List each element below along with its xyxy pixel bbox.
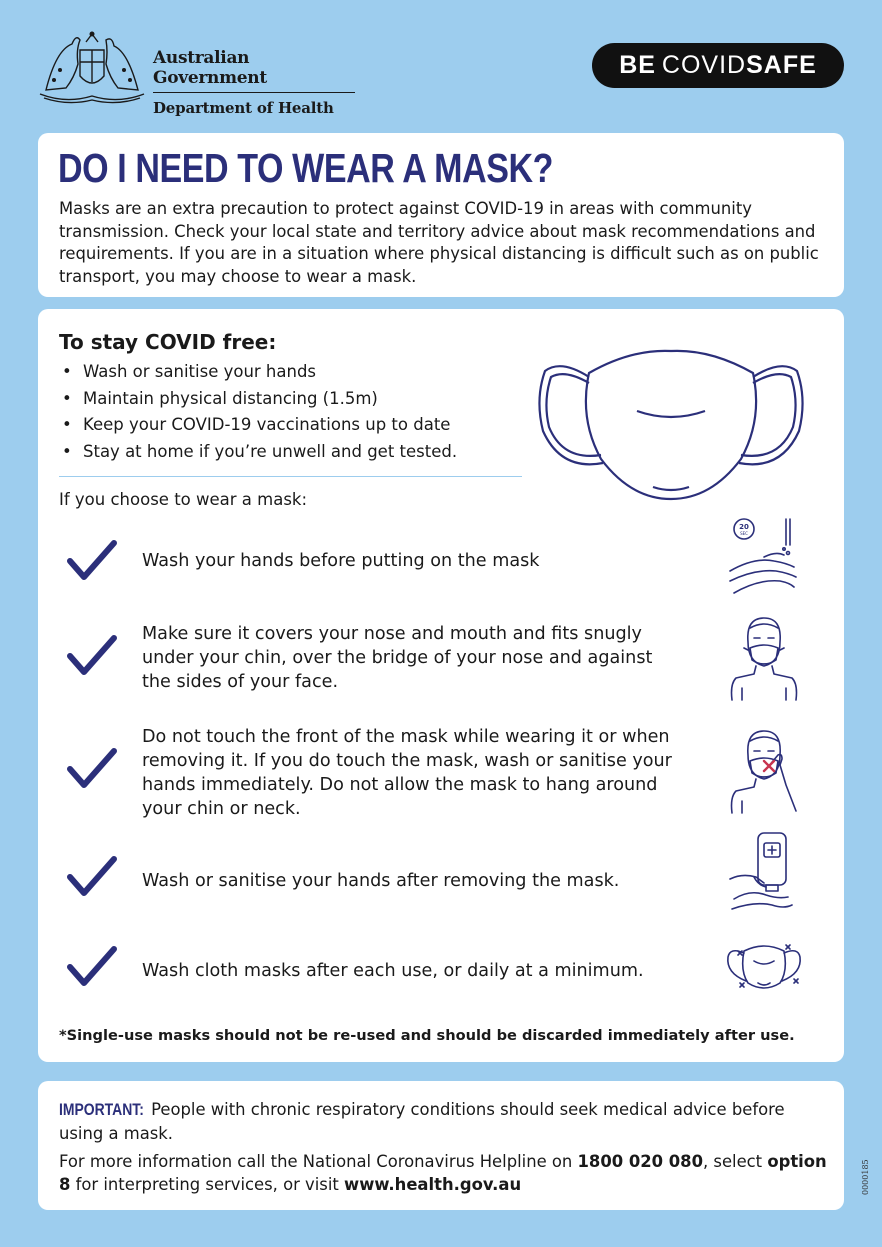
step-text: Do not touch the front of the mask while wearing it or when removing it. If you do touch the mask, wash or sanitise your hands immediately. Do not allow the mask to hang around your chin or neck. xyxy=(142,727,672,819)
list-item: • Stay at home if you’re unwell and get tested. xyxy=(59,439,457,466)
interpreting-option: option 8 xyxy=(59,1152,827,1194)
list-item: • Maintain physical distancing (1.5m) xyxy=(59,386,457,413)
more-info xyxy=(59,1150,829,1196)
list-item: • Wash or sanitise your hands xyxy=(59,359,457,386)
choose-mask-text: If you choose to wear a mask: xyxy=(59,490,308,509)
cloth-mask-icon xyxy=(724,929,804,1019)
crest-icon xyxy=(36,30,148,106)
page-title: DO I NEED TO WEAR A MASK? xyxy=(58,145,554,191)
guide-card xyxy=(38,309,844,1062)
timer-label: 20 xyxy=(739,523,749,531)
intro-text: Masks are an extra precaution to protect against COVID-19 in areas with community transmission. Check your local state and territory advice about mask recommendations and requirements. If you are in a situation where physical distancing is difficult such as on public transport, you may choose to wear a mask. xyxy=(59,199,819,286)
important-label: IMPORTANT: xyxy=(59,1101,144,1119)
step-text: Wash your hands before putting on the mask xyxy=(142,551,540,571)
helpline-number: 1800 020 080 xyxy=(577,1152,703,1171)
stay-covid-free-heading: To stay COVID free: xyxy=(59,330,277,354)
more-info-text: for interpreting services, or visit xyxy=(70,1175,345,1194)
check-icon xyxy=(66,945,118,989)
document-code: 0000185 xyxy=(861,1159,870,1195)
no-touch-icon xyxy=(724,725,804,815)
step-text: Make sure it covers your nose and mouth and fits snugly under your chin, over the bridge of your nose and against the sides of your face. xyxy=(142,624,653,692)
step-text: Wash or sanitise your hands after removing the mask. xyxy=(142,871,620,891)
hand-wash-icon xyxy=(724,515,804,605)
mask-wearing-icon xyxy=(724,612,804,702)
badge-safe: SAFE xyxy=(746,51,817,79)
department-name: Department of Health xyxy=(153,99,334,117)
sanitiser-icon xyxy=(724,829,804,919)
check-icon xyxy=(66,855,118,899)
info-card xyxy=(38,1081,844,1210)
single-use-footnote: *Single-use masks should not be re-used and should be discarded immediately after use. xyxy=(59,1027,795,1044)
face-mask-icon xyxy=(531,339,811,501)
government-name: Australian Government xyxy=(153,48,355,93)
timer-sub: SEC xyxy=(740,531,748,536)
check-icon xyxy=(66,747,118,791)
header xyxy=(0,0,882,120)
intro-card xyxy=(38,133,844,297)
list-item: • Keep your COVID-19 vaccinations up to date xyxy=(59,412,457,439)
badge-covid: COVID xyxy=(661,51,747,79)
more-info-text: For more information call the National Coronavirus Helpline on xyxy=(59,1152,578,1171)
check-icon xyxy=(66,634,118,678)
government-wordmark xyxy=(153,48,355,117)
step-text: Wash cloth masks after each use, or daily at a minimum. xyxy=(142,961,644,981)
check-icon xyxy=(66,539,118,583)
divider xyxy=(59,476,522,477)
stay-list xyxy=(59,359,457,465)
website-link[interactable]: www.health.gov.au xyxy=(344,1175,522,1194)
important-text: People with chronic respiratory conditions should seek medical advice before using a mask. xyxy=(59,1100,785,1143)
more-info-text: , select xyxy=(702,1152,768,1171)
covidsafe-badge xyxy=(592,43,844,88)
badge-be: BE xyxy=(619,51,656,79)
important-notice xyxy=(59,1098,819,1145)
